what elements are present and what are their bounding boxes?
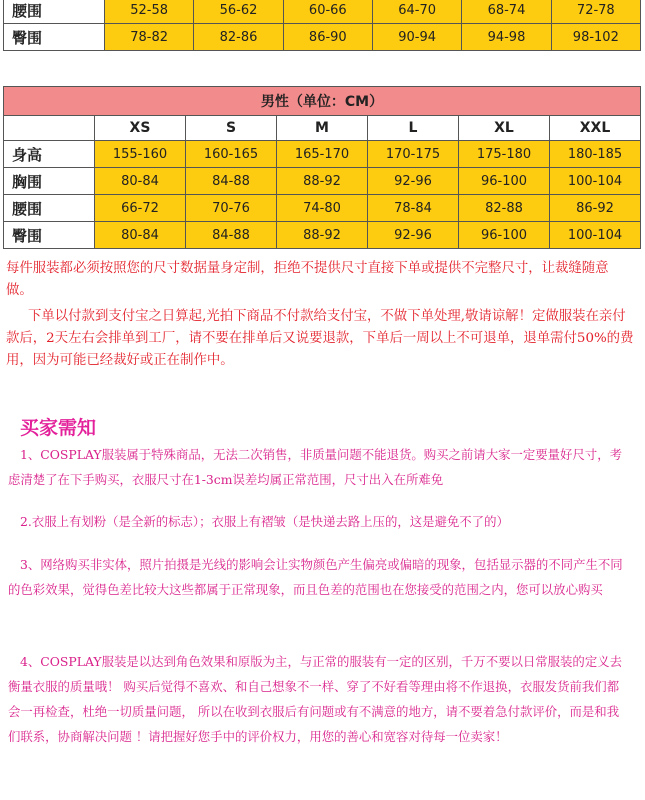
size-cell: 68-74	[462, 0, 551, 24]
size-cell: 94-98	[462, 24, 551, 51]
size-cell: 78-82	[105, 24, 194, 51]
buyer-notice-item-4: 4、COSPLAY服装是以达到角色效果和原版为主，与正常的服装有一定的区别，千万不要以日常服装的定义去衡量衣服的质量哦！ 购买后觉得不喜欢、和自己想象不一样、穿了不好看等理由将不作退换，衣服发货前我们都会一再检查，杜绝一切质量问题， 所以在收到衣服后有问题或有不满意的地方，请不要着急付款评价，而是和我们联系，协商解决问题 ！请把握好您手中的评价权力，用您的善心和宽容对待每一位卖家！	[8, 654, 622, 744]
men-row-height	[4, 141, 641, 168]
women-size-table	[3, 0, 641, 51]
buyer-notice-item-2: 2.衣服上有划粉（是全新的标志）；衣服上有褶皱（是快递去路上压的，这是避免不了的）	[20, 514, 509, 529]
size-cell: 98-102	[551, 24, 640, 51]
size-header: L	[368, 116, 459, 141]
payment-order-notice: 下单以付款到支付宝之日算起,光拍下商品不付款给支付宝，不做下单处理,敬请谅解！定做服装在亲付款后，2天左右会排单到工厂，请不要在排单后又说要退款，下单后一周以上不可退单，退单需付50%的费用，因为可能已经裁好或正在制作中。	[6, 309, 634, 368]
men-size-header-row	[4, 116, 641, 141]
row-label: 胸围	[4, 168, 95, 195]
men-row-chest	[4, 168, 641, 195]
size-header: M	[277, 116, 368, 141]
women-row-waist	[4, 0, 641, 24]
size-cell: 70-76	[186, 195, 277, 222]
size-cell: 82-88	[459, 195, 550, 222]
size-cell: 64-70	[372, 0, 461, 24]
men-table-title-row	[4, 87, 641, 116]
men-row-hip	[4, 222, 641, 249]
header-corner	[4, 116, 95, 141]
size-cell: 92-96	[368, 168, 459, 195]
size-cell: 52-58	[105, 0, 194, 24]
size-cell: 165-170	[277, 141, 368, 168]
men-size-table	[3, 86, 641, 249]
size-cell: 100-104	[550, 168, 641, 195]
size-cell: 170-175	[368, 141, 459, 168]
size-cell: 86-90	[283, 24, 372, 51]
size-cell: 160-165	[186, 141, 277, 168]
size-cell: 86-92	[550, 195, 641, 222]
women-row-hip	[4, 24, 641, 51]
size-cell: 90-94	[372, 24, 461, 51]
size-cell: 80-84	[95, 222, 186, 249]
custom-size-notice: 每件服装都必须按照您的尺寸数据量身定制，拒绝不提供尺寸直接下单或提供不完整尺寸，让裁缝随意做。	[6, 261, 609, 298]
size-cell: 72-78	[551, 0, 640, 24]
size-cell: 96-100	[459, 168, 550, 195]
size-cell: 84-88	[186, 168, 277, 195]
buyer-notice-heading: 买家需知	[20, 417, 97, 439]
row-label: 臀围	[4, 222, 95, 249]
size-header: S	[186, 116, 277, 141]
size-cell: 82-86	[194, 24, 283, 51]
row-label: 身高	[4, 141, 95, 168]
buyer-notice-item-1: 1、COSPLAY服装属于特殊商品，无法二次销售，非质量问题不能退货。购买之前请大家一定要量好尺寸，考虑清楚了在下手购买，衣服尺寸在1-3cm误差均属正常范围，尺寸出入在所难免	[8, 447, 622, 487]
row-label: 腰围	[4, 195, 95, 222]
size-header: XL	[459, 116, 550, 141]
size-cell: 60-66	[283, 0, 372, 24]
row-label: 腰围	[4, 0, 105, 24]
size-cell: 78-84	[368, 195, 459, 222]
buyer-notice-item-3: 3、网络购买非实体，照片拍摄是光线的影响会让实物颜色产生偏亮或偏暗的现象，包括显示器的不同产生不同的色彩效果，觉得色差比较大这些都属于正常现象，而且色差的范围也在您接受的范围之内，您可以放心购买	[8, 557, 623, 597]
size-cell: 180-185	[550, 141, 641, 168]
size-cell: 92-96	[368, 222, 459, 249]
size-cell: 175-180	[459, 141, 550, 168]
size-cell: 96-100	[459, 222, 550, 249]
size-cell: 88-92	[277, 168, 368, 195]
size-cell: 66-72	[95, 195, 186, 222]
men-row-waist	[4, 195, 641, 222]
size-cell: 80-84	[95, 168, 186, 195]
size-header: XXL	[550, 116, 641, 141]
size-cell: 56-62	[194, 0, 283, 24]
row-label: 臀围	[4, 24, 105, 51]
men-table-title: 男性（单位：CM）	[4, 87, 641, 116]
size-cell: 155-160	[95, 141, 186, 168]
size-cell: 100-104	[550, 222, 641, 249]
size-header: XS	[95, 116, 186, 141]
size-cell: 74-80	[277, 195, 368, 222]
size-cell: 88-92	[277, 222, 368, 249]
size-cell: 84-88	[186, 222, 277, 249]
